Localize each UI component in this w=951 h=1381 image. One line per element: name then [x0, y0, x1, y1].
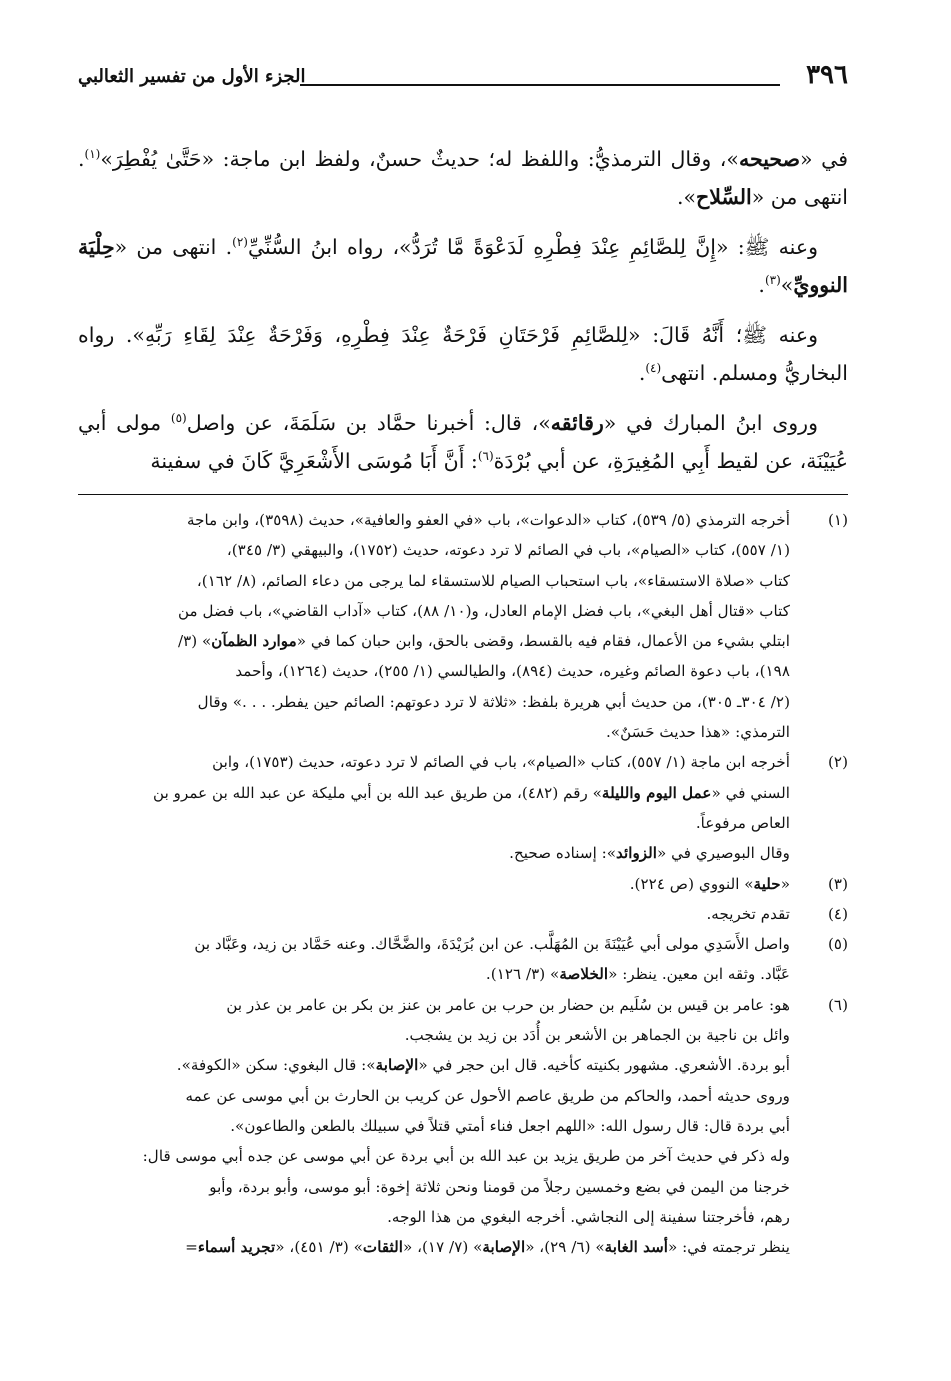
footnote-number: (٦): [827, 995, 848, 1014]
page: [78, 60, 848, 1262]
footnote-number: (٣): [827, 874, 848, 893]
paragraph-4: وروى ابنُ المبارك في «رقائقه»، قال: أخبرنا حمَّاد بن سَلَمَةَ، عن واصل$^{(٥)}$ مولى أبي عُيَيْنَة، عن لقيط أَبِي المُغِيرَةِ، عن أبي بُرْدَة$^{(٦)}$: أَنَّ أَبَا مُوسَى الأَشْعَرِيَّ كَانَ في سفينة: [78, 411, 848, 473]
footnotes: [78, 505, 848, 1262]
footnote-number: (٤): [827, 904, 848, 923]
footnote-ref-3: (٣): [764, 273, 781, 288]
footnote-number: (٢): [827, 753, 848, 772]
main-text: [78, 140, 848, 480]
header-rule: [300, 84, 780, 86]
footnote-ref-2: (٢): [232, 235, 248, 250]
footnote-ref-5: (٥): [170, 411, 187, 426]
page-header: [78, 60, 848, 98]
footnote-3: (٣) «حلية» النووي (ص ٢٢٤).: [78, 869, 848, 899]
paragraph-3: وعنه ﷺ؛ أَنَّهُ قَالَ: «لِلصَّائِمِ فَرْحَتَانِ فَرْحَةٌ عِنْدَ فِطْرِهِ، وَفَرْحَةٌ عِنْدَ لِقَاءِ رَبِّهِ». رواه البخاريُّ ومسلم. انتهى$^{(٤)}$.: [78, 323, 848, 385]
paragraph-1: في «صحيحه»، وقال الترمذيُّ: واللفظ له؛ حديثٌ حسنٌ، ولفظ ابن ماجة: «حَتَّىٰ يُفْطِرَ»$^{(١)}$. انتهى من «السِّلاح».: [78, 147, 849, 209]
footnote-number: (١): [827, 511, 848, 529]
page-number: ٣٩٦: [806, 60, 848, 90]
footnote-2: (٢) أخرجه ابن ماجة (١/ ٥٥٧)، كتاب «الصيام»، باب في الصائم لا ترد دعوته، حديث (١٧٥٣)، وابن السني في «عمل اليوم والليلة» رقم (٤٨٢)، من طريق عبد الله بن أبي مليكة عن عبد الله بن عمرو بن العاص مرفوعاً. وقال البوصيري في «الزوائد»: إسناده صحيح.: [78, 747, 848, 868]
footnote-number: (٥): [827, 935, 848, 954]
footnote-4: (٤) تقدم تخريجه.: [78, 899, 848, 929]
footnote-separator: [78, 494, 848, 495]
footnote-ref-1: (١): [84, 147, 101, 162]
footnote-1: (١) أخرجه الترمذي (٥/ ٥٣٩)، كتاب «الدعوات»، باب «في العفو والعافية»، حديث (٣٥٩٨)، وابن ماجة (١/ ٥٥٧)، كتاب «الصيام»، باب في الصائم لا ترد دعوته، حديث (١٧٥٢)، والبيهقي (٣/ ٣٤٥)، كتاب «صلاة الاستسقاء»، باب استحباب الصيام للاستسقاء لما يرجى من دعاء الصائم، (٨/ ١٦٢)، كتاب «قتال أهل البغي»، باب فضل الإمام العادل، و(١٠/ ٨٨)، كتاب «آداب القاضي»، باب فضل من ابتلي بشيء من الأعمال، فقام فيه بالقسط، وقضى بالحق، وابن حبان كما في «موارد الظمآن» (٣/ ١٩٨)، باب دعوة الصائم وغيره، حديث (٨٩٤)، والطيالسي (١/ ٢٥٥)، حديث (١٢٦٤)، وأحمد (٢/ ٣٠٤ـ ٣٠٥)، من حديث أبي هريرة بلفظ: «ثلاثة لا ترد دعوتهم: الصائم حين يفطر. . . .» وقال الترمذي: «هذا حديث حَسَنٌ».: [78, 505, 848, 747]
running-title: الجزء الأول من تفسير الثعالبي: [78, 66, 306, 87]
footnote-5: (٥) واصل الأَسَدِي مولى أبي عُيَيْنَةَ بن المُهَلَّب. عن ابن بُرَيْدَةَ، والضَّحَّاك. وعنه حَمَّاد بن زيد، وعَبَّاد بن عَبَّاد. وثقه ابن معين. ينظر: «الخلاصة» (٣/ ١٢٦).: [78, 929, 848, 990]
paragraph-2: وعنه ﷺ: «إِنَّ لِلصَّائِمِ عِنْدَ فِطْرِهِ لَدَعْوَةً مَّا تُرَدُّ»، رواه ابنُ السُّنِّيِّ$^{(٢)}$. انتهى من «حِلْيَة النوويِّ»$^{(٣)}$.: [78, 235, 848, 297]
footnote-ref-4: (٤): [645, 361, 662, 376]
footnote-ref-6: (٦): [477, 449, 494, 464]
footnote-6: (٦) هو: عامر بن قيس بن سُلَيم بن حضار بن حرب بن عامر بن عنز بن بكر بن عامر بن عذر بن وائل بن ناجية بن الجماهر بن الأشعر بن أُدَد بن زيد بن يشجب. أبو بردة. الأشعري. مشهور بكنيته كأخيه. قال ابن حجر في «الإصابة»: قال البغوي: سكن «الكوفة». وروى حديثه أحمد، والحاكم من طريق عاصم الأحول عن كريب بن الحارث بن أبي موسى عن عمه أبي بردة قال: قال رسول الله: «اللهم اجعل فناء أمتي قتلاً في سبيلك بالطعن والطاعون». وله ذكر في حديث آخر من طريق يزيد بن عبد الله بن أبي بردة عن أبي موسى عن جده أبي موسى قال: خرجنا من اليمن في بضع وخمسين رجلاً من قومنا ونحن ثلاثة إخوة: أبو موسى، وأبو بردة، وأبو رهم، فأخرجتنا سفينة إلى النجاشي. أخرجه البغوي من هذا الوجه. ينظر ترجمته في: «أسد الغابة» (٦/ ٢٩)، «الإصابة» (٧/ ١٧)، «الثقات» (٣/ ٤٥١)، «تجريد أسماء=: [78, 990, 848, 1263]
